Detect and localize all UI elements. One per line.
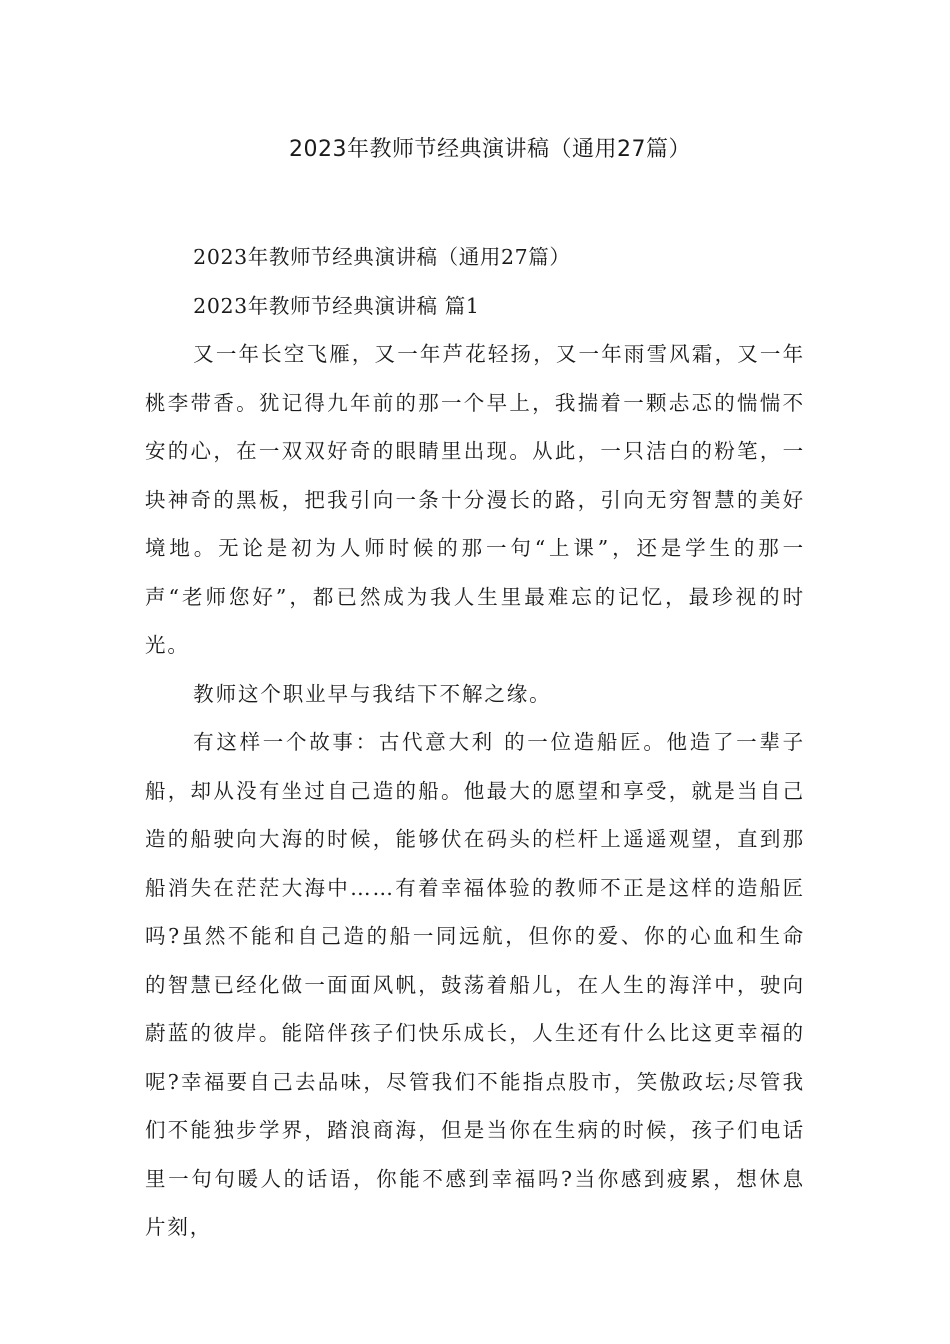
subtitle-line: 2023年教师节经典演讲稿（通用27篇）	[193, 245, 571, 269]
document-title: 2023年教师节经典演讲稿（通用27篇）	[289, 137, 691, 162]
section-heading: 2023年教师节经典演讲稿 篇1	[193, 293, 480, 318]
document-body	[145, 233, 805, 1252]
body-paragraph: 有这样一个故事：古代意大利 的一位造船匠。他造了一辈子船，却从没有坐过自己造的船。他最大的愿望和享受，就是当自己造的船驶向大海的时候，能够伏在码头的栏杆上遥遥观望，直到那船消失在茫茫大海中……有着幸福体验的教师不正是这样的造船匠吗?虽然不能和自己造的船一同远航，但你的爱、你的心血和生命的智慧已经化做一面面风帆，鼓荡着船儿，在人生的海洋中，驶向蔚蓝的彼岸。能陪伴孩子们快乐成长，人生还有什么比这更幸福的呢?幸福要自己去品味，尽管我们不能指点股市，笑傲政坛;尽管我们不能独步学界，踏浪商海，但是当你在生病的时候，孩子们电话里一句句暖人的话语，你能不感到幸福吗?当你感到疲累，想休息片刻，	[145, 730, 805, 1239]
body-paragraph: 又一年长空飞雁，又一年芦花轻扬，又一年雨雪风霜，又一年桃李带香。犹记得九年前的那一个早上，我揣着一颗忐忑的惴惴不安的心，在一双双好奇的眼睛里出现。从此，一只洁白的粉笔，一块神奇的黑板，把我引向一条十分漫长的路，引向无穷智慧的美好境地。无论是初为人师时候的那一句“上课”，还是学生的那一声“老师您好”，都已然成为我人生里最难忘的记忆，最珍视的时光。	[145, 342, 805, 657]
body-paragraph: 教师这个职业早与我结下不解之缘。	[193, 681, 552, 706]
